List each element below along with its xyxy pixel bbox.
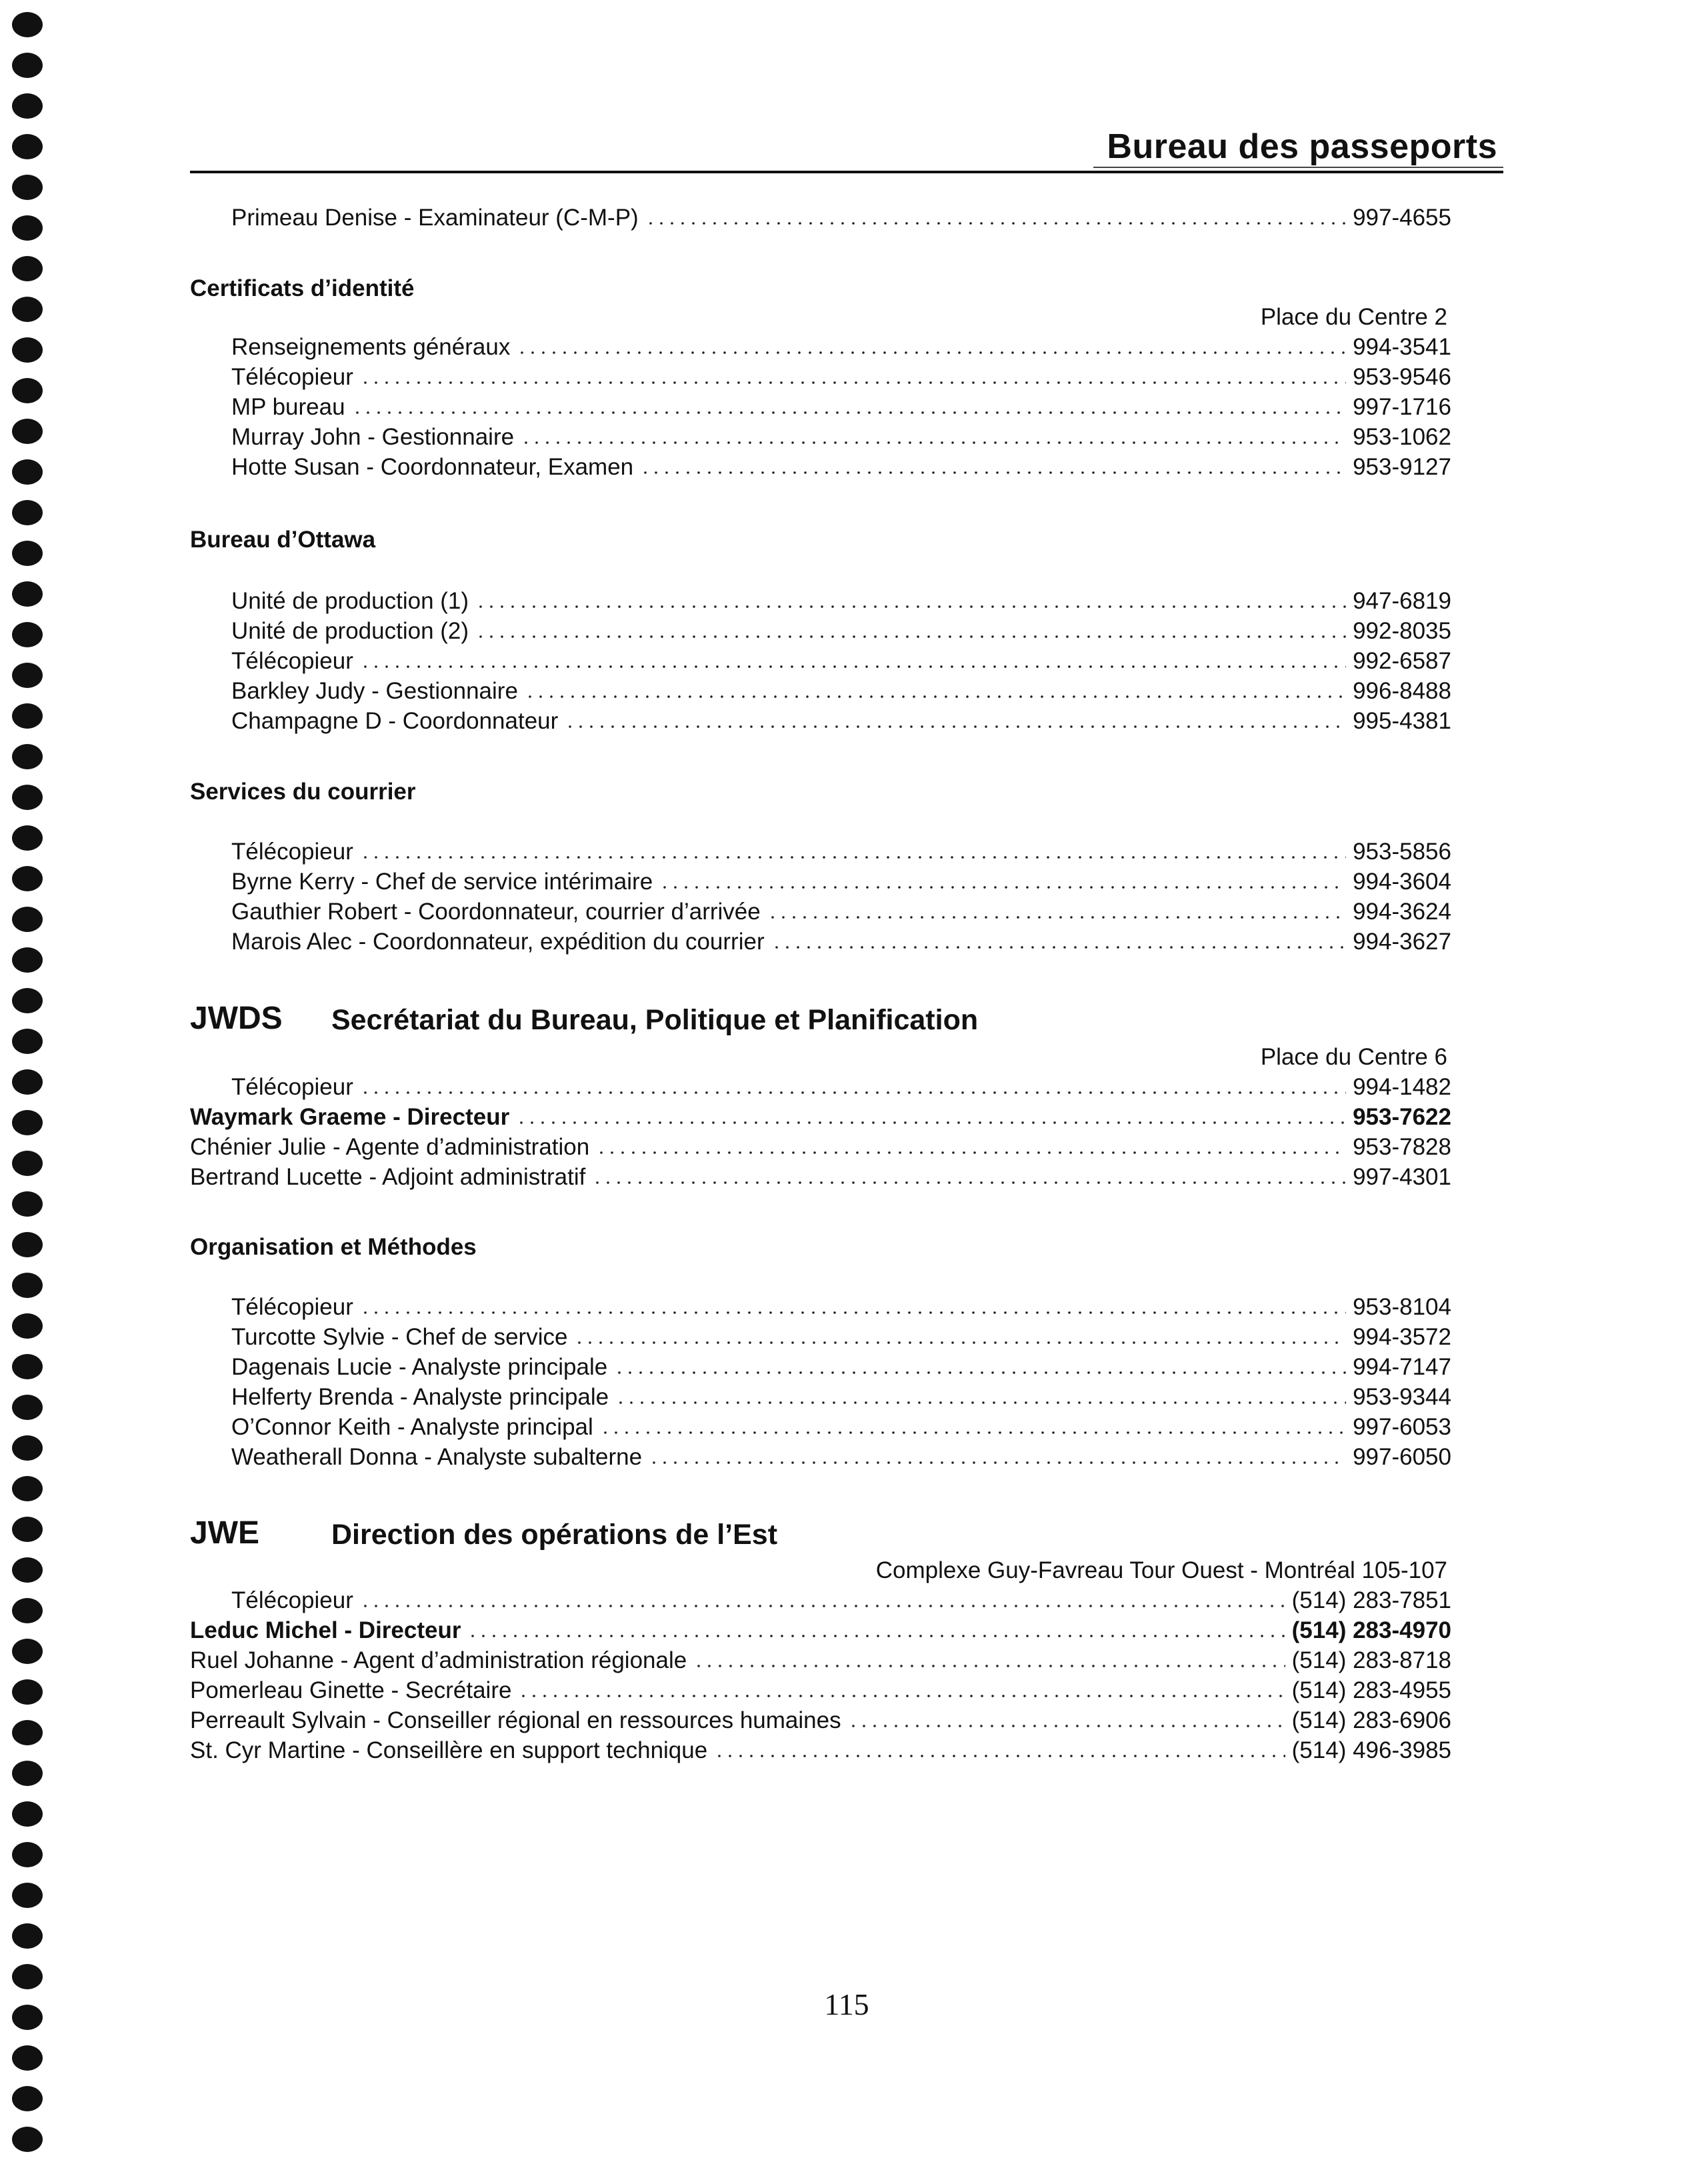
directory-entry xyxy=(231,203,1451,233)
directory-entry xyxy=(190,1705,1451,1736)
directory-entry xyxy=(231,837,1451,867)
binder-hole xyxy=(12,378,43,403)
directory-entry xyxy=(231,1352,1451,1383)
entry-phone: 997-4655 xyxy=(1353,205,1451,231)
binder-hole xyxy=(12,866,43,891)
binder-hole xyxy=(12,1191,43,1217)
entry-phone: 997-1716 xyxy=(1353,394,1451,420)
entry-name: Dagenais Lucie - Analyste principale xyxy=(231,1354,608,1380)
entry-name: Marois Alec - Coordonnateur, expédition du courrier xyxy=(231,929,765,955)
entry-phone: 953-9127 xyxy=(1353,454,1451,480)
dot-leader xyxy=(516,1105,1346,1125)
entry-phone: 996-8488 xyxy=(1353,678,1451,704)
directory-entry xyxy=(231,1072,1451,1103)
binder-hole xyxy=(12,1639,43,1664)
directory-entry xyxy=(190,1675,1451,1706)
dot-leader xyxy=(767,899,1346,919)
dot-leader xyxy=(360,365,1346,385)
entry-phone: 953-9344 xyxy=(1353,1384,1451,1410)
binder-hole xyxy=(12,1598,43,1623)
dot-leader xyxy=(592,1165,1346,1185)
entry-phone: (514) 283-4970 xyxy=(1291,1617,1451,1643)
directory-entry xyxy=(231,867,1451,897)
binder-hole xyxy=(12,53,43,78)
entry-phone: 994-3541 xyxy=(1353,334,1451,360)
directory-entry xyxy=(231,1585,1451,1616)
dot-leader xyxy=(614,1355,1346,1375)
dot-leader xyxy=(640,455,1346,475)
entry-name: Leduc Michel - Directeur xyxy=(190,1617,461,1643)
entry-phone: 997-4301 xyxy=(1353,1164,1451,1190)
dot-leader xyxy=(475,589,1346,609)
binder-hole xyxy=(12,134,43,159)
entry-phone: 997-6053 xyxy=(1353,1414,1451,1440)
binder-hole xyxy=(12,1476,43,1501)
division-code: JWE xyxy=(190,1515,260,1551)
directory-entry xyxy=(190,1102,1451,1133)
dot-leader xyxy=(360,649,1346,669)
dot-leader xyxy=(360,1588,1285,1608)
entry-phone: 994-3604 xyxy=(1353,869,1451,895)
binder-hole xyxy=(12,1273,43,1298)
section-heading: Services du courrier xyxy=(190,779,416,805)
binder-hole xyxy=(12,663,43,688)
binder-hole xyxy=(12,1069,43,1095)
binder-hole xyxy=(12,1313,43,1339)
entry-name: Unité de production (1) xyxy=(231,588,469,614)
section-heading: Organisation et Méthodes xyxy=(190,1234,477,1260)
directory-entry xyxy=(231,1442,1451,1473)
directory-entry xyxy=(231,1412,1451,1443)
directory-entry xyxy=(231,706,1451,737)
entry-phone: 994-3627 xyxy=(1353,929,1451,955)
directory-entry xyxy=(231,616,1451,647)
entry-name: Murray John - Gestionnaire xyxy=(231,424,515,450)
binder-hole xyxy=(12,744,43,769)
entry-phone: 997-6050 xyxy=(1353,1444,1451,1470)
directory-entry xyxy=(190,1162,1451,1193)
directory-entry xyxy=(231,1292,1451,1323)
binder-hole xyxy=(12,1232,43,1257)
binder-hole xyxy=(12,1557,43,1583)
section-location: Place du Centre 2 xyxy=(1260,304,1447,330)
entry-phone: (514) 496-3985 xyxy=(1291,1737,1451,1763)
binder-hole xyxy=(12,1395,43,1420)
entry-name: Télécopieur xyxy=(231,648,353,674)
dot-leader xyxy=(521,425,1346,445)
entry-phone: 953-9546 xyxy=(1353,364,1451,390)
entry-name: Télécopieur xyxy=(231,1074,353,1100)
binder-hole xyxy=(12,2045,43,2071)
binder-hole xyxy=(12,500,43,525)
binder-hole xyxy=(12,215,43,241)
entry-phone: 953-5856 xyxy=(1353,839,1451,865)
dot-leader xyxy=(574,1325,1346,1345)
page-number: 115 xyxy=(824,1987,869,2021)
entry-name: MP bureau xyxy=(231,394,345,420)
entry-phone: (514) 283-6906 xyxy=(1291,1707,1451,1733)
binder-hole xyxy=(12,988,43,1013)
directory-entry xyxy=(231,586,1451,617)
entry-phone: 992-8035 xyxy=(1353,618,1451,644)
entry-name: Télécopieur xyxy=(231,1294,353,1320)
binder-hole xyxy=(12,1720,43,1745)
dot-leader xyxy=(771,929,1346,949)
binder-hole xyxy=(12,622,43,647)
entry-phone: 994-1482 xyxy=(1353,1074,1451,1100)
binder-hole xyxy=(12,947,43,973)
directory-entry xyxy=(231,927,1451,957)
dot-leader xyxy=(525,679,1346,699)
division-title: Secrétariat du Bureau, Politique et Planification xyxy=(331,1004,979,1036)
entry-name: Renseignements généraux xyxy=(231,334,511,360)
dot-leader xyxy=(645,205,1346,225)
binder-hole xyxy=(12,1679,43,1705)
entry-name: Télécopieur xyxy=(231,364,353,390)
binder-hole xyxy=(12,175,43,200)
page-title: Bureau des passeports xyxy=(1107,127,1497,166)
binder-hole xyxy=(12,419,43,444)
entry-name: Ruel Johanne - Agent d’administration régionale xyxy=(190,1647,687,1673)
entry-name: Barkley Judy - Gestionnaire xyxy=(231,678,518,704)
binder-hole xyxy=(12,337,43,363)
binder-hole xyxy=(12,1151,43,1176)
entry-phone: 994-7147 xyxy=(1353,1354,1451,1380)
entry-phone: 947-6819 xyxy=(1353,588,1451,614)
directory-entry xyxy=(190,1132,1451,1163)
binder-hole xyxy=(12,703,43,729)
dot-leader xyxy=(693,1648,1285,1668)
entry-phone: 953-7828 xyxy=(1353,1134,1451,1160)
header-rule xyxy=(190,171,1503,173)
directory-entry xyxy=(231,1322,1451,1353)
entry-name: Bertrand Lucette - Adjoint administratif xyxy=(190,1164,586,1190)
dot-leader xyxy=(596,1135,1346,1155)
entry-name: Helferty Brenda - Analyste principale xyxy=(231,1384,609,1410)
binder-hole xyxy=(12,256,43,281)
entry-name: Pomerleau Ginette - Secrétaire xyxy=(190,1677,512,1703)
directory-entry xyxy=(190,1645,1451,1676)
directory-entry xyxy=(231,332,1451,363)
dot-leader xyxy=(360,1295,1346,1315)
directory-entry xyxy=(190,1735,1451,1766)
binder-hole xyxy=(12,1354,43,1379)
entry-phone: 995-4381 xyxy=(1353,708,1451,734)
binder-hole xyxy=(12,541,43,566)
directory-entry xyxy=(231,452,1451,483)
binder-hole xyxy=(12,907,43,932)
dot-leader xyxy=(360,839,1346,859)
entry-phone: (514) 283-7851 xyxy=(1291,1587,1451,1613)
dot-leader xyxy=(518,1678,1285,1698)
binder-hole xyxy=(12,1964,43,1989)
binder-hole xyxy=(12,12,43,37)
entry-phone: 992-6587 xyxy=(1353,648,1451,674)
entry-name: Turcotte Sylvie - Chef de service xyxy=(231,1324,568,1350)
header-underline xyxy=(1093,167,1503,168)
entry-name: Unité de production (2) xyxy=(231,618,469,644)
division-code: JWDS xyxy=(190,1001,283,1036)
entry-name: Champagne D - Coordonnateur xyxy=(231,708,559,734)
directory-entry xyxy=(231,646,1451,677)
binder-hole xyxy=(12,1801,43,1827)
entry-phone: 994-3624 xyxy=(1353,899,1451,925)
binder-hole xyxy=(12,1435,43,1461)
entry-phone: (514) 283-8718 xyxy=(1291,1647,1451,1673)
binder-hole xyxy=(12,1883,43,1908)
dot-leader xyxy=(848,1708,1285,1728)
dot-leader xyxy=(517,335,1346,355)
binder-hole xyxy=(12,1029,43,1054)
division-location: Place du Centre 6 xyxy=(1260,1044,1447,1070)
entry-name: St. Cyr Martine - Conseillère en support technique xyxy=(190,1737,708,1763)
binder-hole xyxy=(12,1842,43,1867)
binder-hole xyxy=(12,93,43,119)
binder-hole xyxy=(12,1761,43,1786)
dot-leader xyxy=(475,619,1346,639)
directory-entry xyxy=(231,1382,1451,1413)
entry-name: Gauthier Robert - Coordonnateur, courrier d’arrivée xyxy=(231,899,761,925)
directory-entry xyxy=(231,676,1451,707)
entry-name: Byrne Kerry - Chef de service intérimaire xyxy=(231,869,653,895)
binder-hole xyxy=(12,459,43,485)
directory-entry xyxy=(231,897,1451,927)
binder-hole xyxy=(12,1110,43,1135)
entry-name: Weatherall Donna - Analyste subalterne xyxy=(231,1444,643,1470)
entry-phone: 953-7622 xyxy=(1353,1104,1451,1130)
section-heading: Bureau d’Ottawa xyxy=(190,527,376,553)
entry-name: Hotte Susan - Coordonnateur, Examen xyxy=(231,454,634,480)
dot-leader xyxy=(714,1738,1285,1758)
binder-hole xyxy=(12,825,43,851)
binder-hole xyxy=(12,2086,43,2111)
binder-hole xyxy=(12,1517,43,1542)
entry-phone: 953-8104 xyxy=(1353,1294,1451,1320)
directory-entry xyxy=(190,1615,1451,1646)
directory-entry xyxy=(231,362,1451,393)
directory-entry xyxy=(231,422,1451,453)
dot-leader xyxy=(565,709,1346,729)
dot-leader xyxy=(352,395,1347,415)
entry-name: Waymark Graeme - Directeur xyxy=(190,1104,510,1130)
binder-hole xyxy=(12,297,43,322)
dot-leader xyxy=(600,1415,1346,1435)
entry-name: Chénier Julie - Agente d’administration xyxy=(190,1134,590,1160)
binder-hole xyxy=(12,1923,43,1949)
binder-hole xyxy=(12,785,43,810)
division-heading xyxy=(190,1515,1457,1555)
section-heading: Certificats d’identité xyxy=(190,275,415,301)
binder-hole xyxy=(12,2005,43,2030)
dot-leader xyxy=(360,1075,1346,1095)
dot-leader xyxy=(467,1618,1285,1638)
entry-name: O’Connor Keith - Analyste principal xyxy=(231,1414,593,1440)
binder-hole xyxy=(12,2127,43,2152)
entry-phone: (514) 283-4955 xyxy=(1291,1677,1451,1703)
binder-holes xyxy=(12,0,45,2184)
entry-name: Primeau Denise - Examinateur (C-M-P) xyxy=(231,205,639,231)
binder-hole xyxy=(12,581,43,607)
division-title: Direction des opérations de l’Est xyxy=(331,1519,778,1551)
entry-name: Télécopieur xyxy=(231,839,353,865)
entry-name: Télécopieur xyxy=(231,1587,353,1613)
division-heading xyxy=(190,1000,1457,1040)
entry-phone: 994-3572 xyxy=(1353,1324,1451,1350)
dot-leader xyxy=(659,869,1346,889)
directory-entry xyxy=(231,392,1451,423)
dot-leader xyxy=(615,1385,1346,1405)
entry-phone: 953-1062 xyxy=(1353,424,1451,450)
dot-leader xyxy=(649,1445,1346,1465)
entry-name: Perreault Sylvain - Conseiller régional en ressources humaines xyxy=(190,1707,841,1733)
division-location: Complexe Guy-Favreau Tour Ouest - Montréal 105-107 xyxy=(875,1557,1447,1583)
